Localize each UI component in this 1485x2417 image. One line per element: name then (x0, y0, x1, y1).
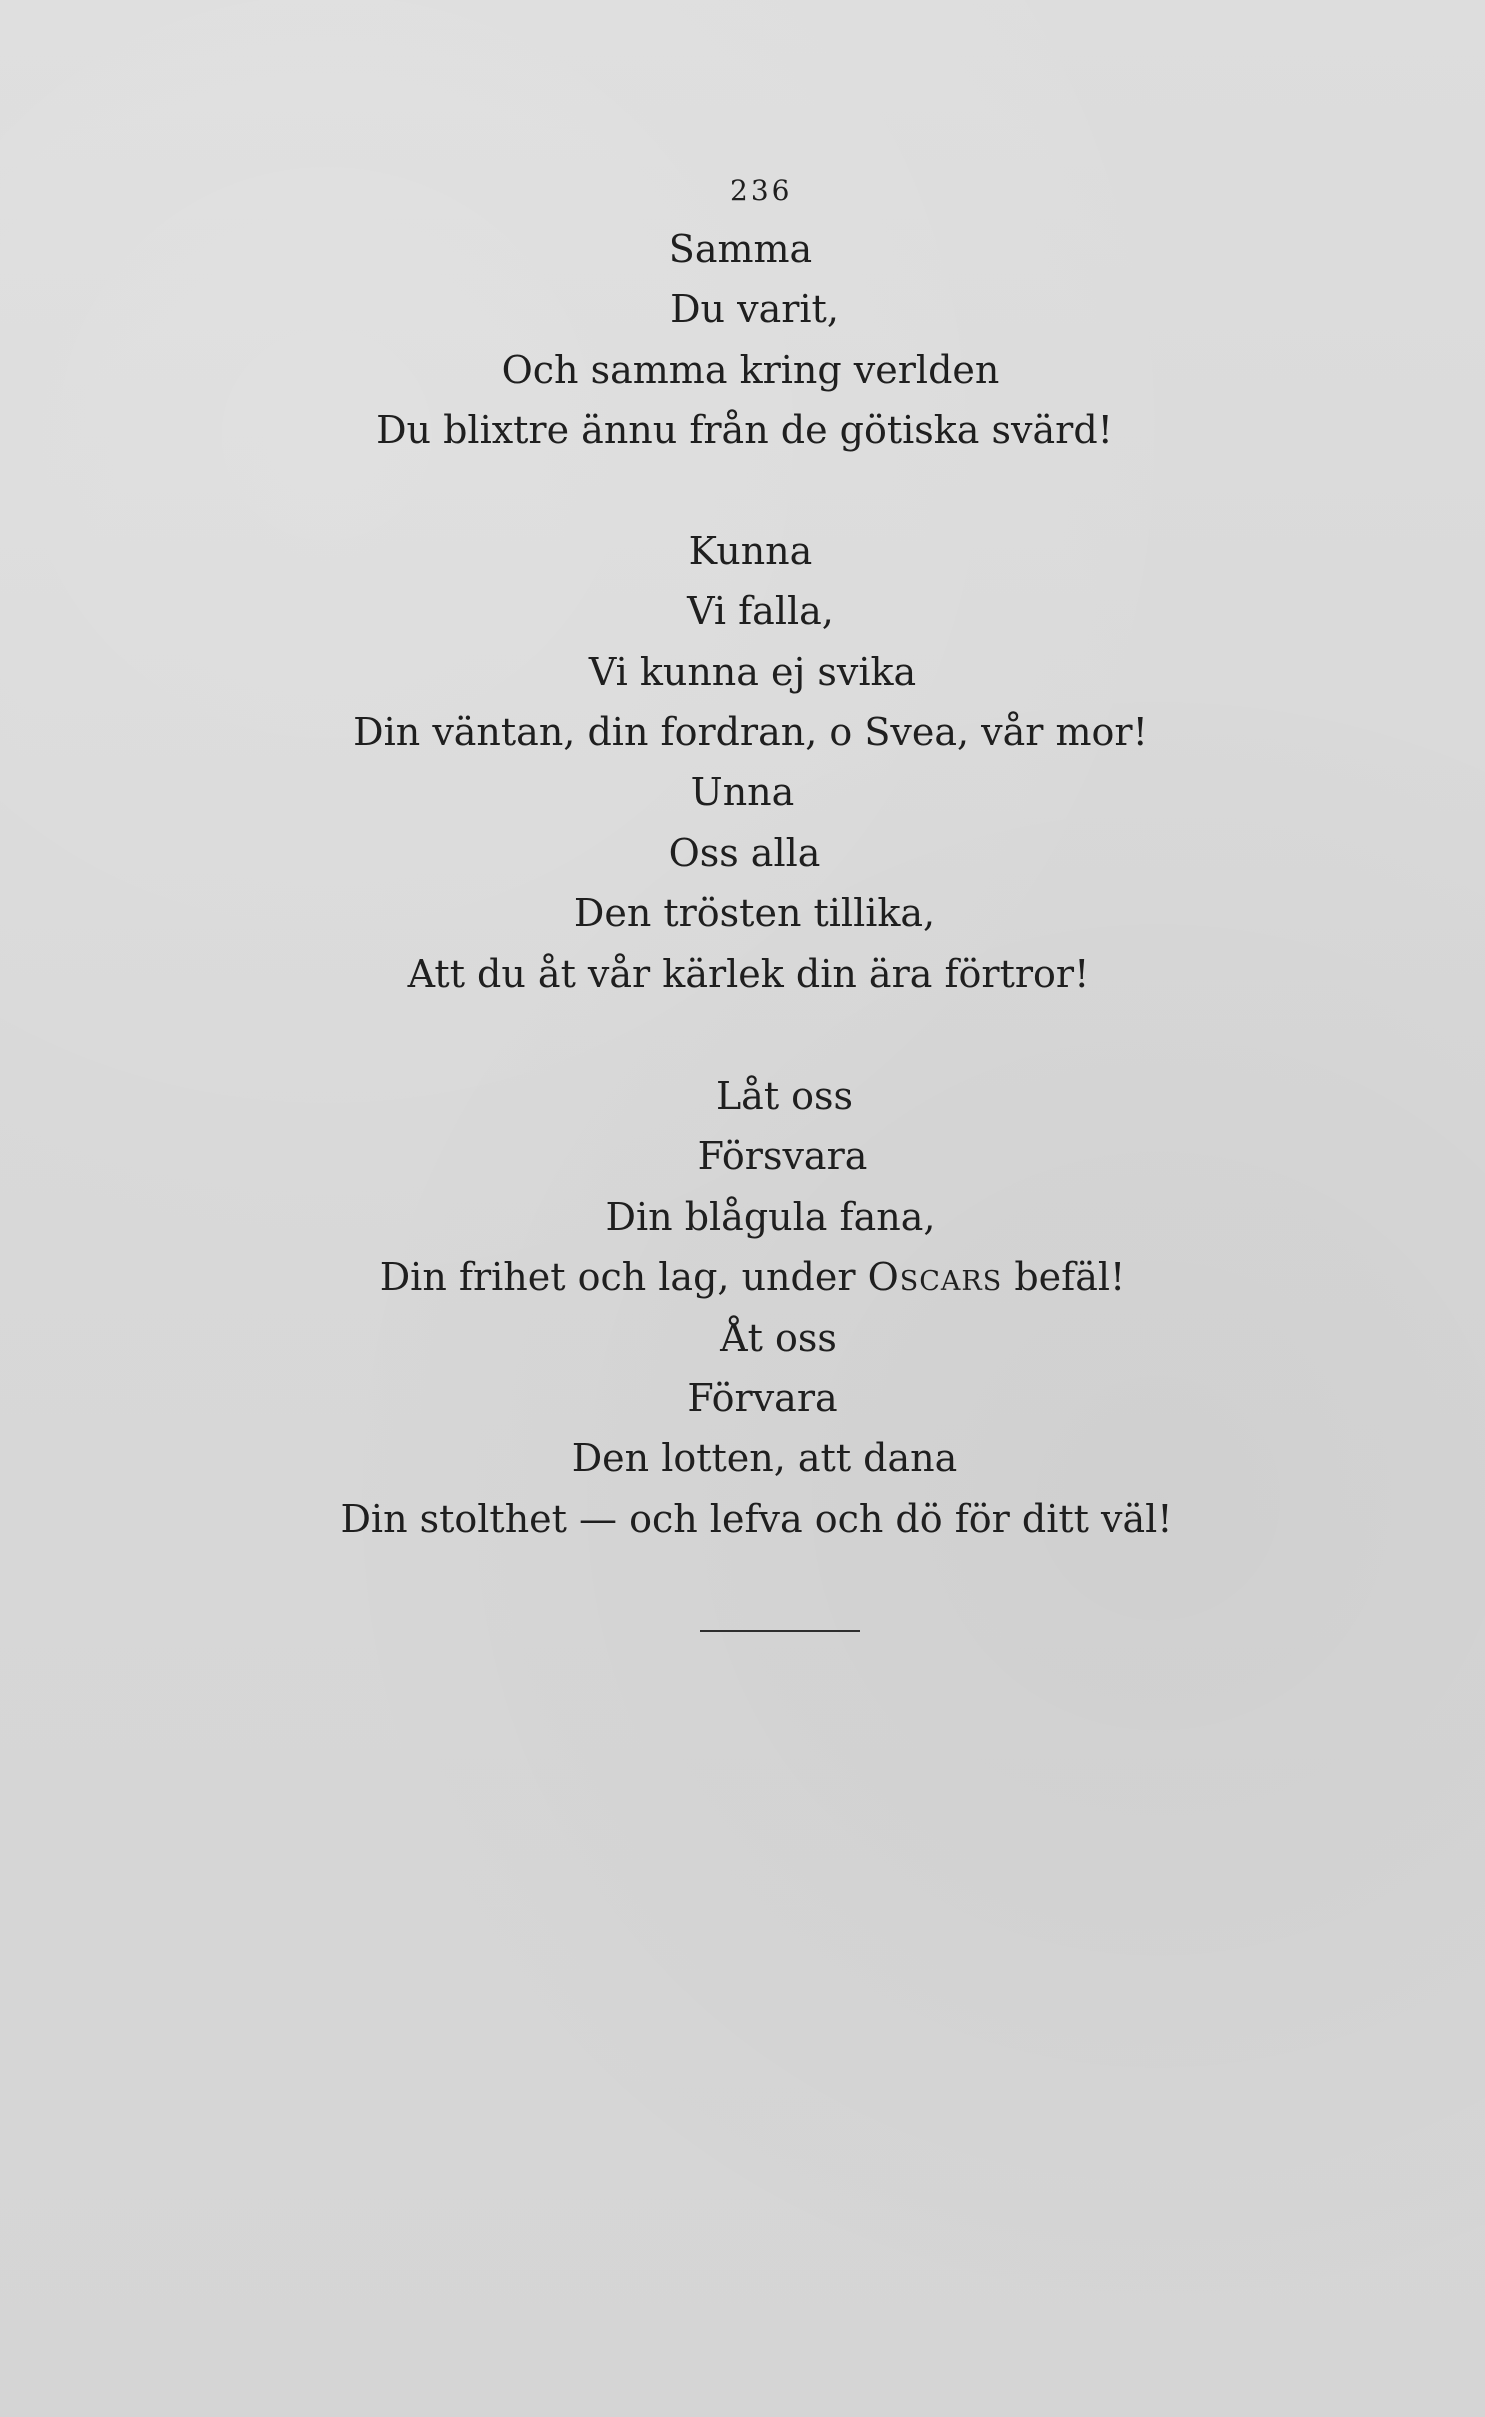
poem-line-vi-falla: Vi falla, (687, 589, 834, 633)
poem-line-forvara: Förvara (687, 1376, 838, 1420)
poem-line-vi-kunna: Vi kunna ej svika (588, 650, 917, 694)
poem-line-den-trosten: Den trösten tillika, (573, 891, 936, 935)
poem-line-och-samma: Och samma kring verlden (501, 348, 1000, 392)
poem-line-din-frihet-end: befäl! (1002, 1255, 1126, 1299)
poem-line-du-varit: Du varit, (670, 287, 839, 331)
page-number: 236 (730, 174, 793, 207)
poem-line-kunna: Kunna (688, 529, 813, 573)
poem-line-din-frihet (10, 1256, 1485, 1300)
poem-line-lat-oss: Låt oss (715, 1074, 854, 1118)
poem-line-din-blagula: Din blågula fana, (605, 1195, 936, 1239)
poem-line-den-lotten: Den lotten, att dana (571, 1436, 958, 1480)
end-rule (700, 1630, 860, 1632)
poem-line-att-du: Att du åt vår kärlek din ära förtror! (407, 952, 1090, 996)
poem-line-oscars: Oscars (867, 1255, 1003, 1299)
poem-line-din-stolthet: Din stolthet — och lefva och dö för ditt väl! (340, 1497, 1173, 1541)
poem-line-du-blixtre: Du blixtre ännu från de götiska svärd! (376, 408, 1113, 452)
poem-line-forsvara: Försvara (697, 1134, 868, 1178)
poem-line-din-vantan: Din väntan, din fordran, o Svea, vår mor! (353, 710, 1148, 754)
poem-line-unna: Unna (690, 770, 795, 814)
poem-line-oss-alla: Oss alla (668, 831, 821, 875)
poem-line-din-frihet-start: Din frihet och lag, under (379, 1255, 868, 1299)
poem-line-samma: Samma (668, 227, 813, 271)
poem-line-at-oss: Åt oss (720, 1316, 837, 1360)
